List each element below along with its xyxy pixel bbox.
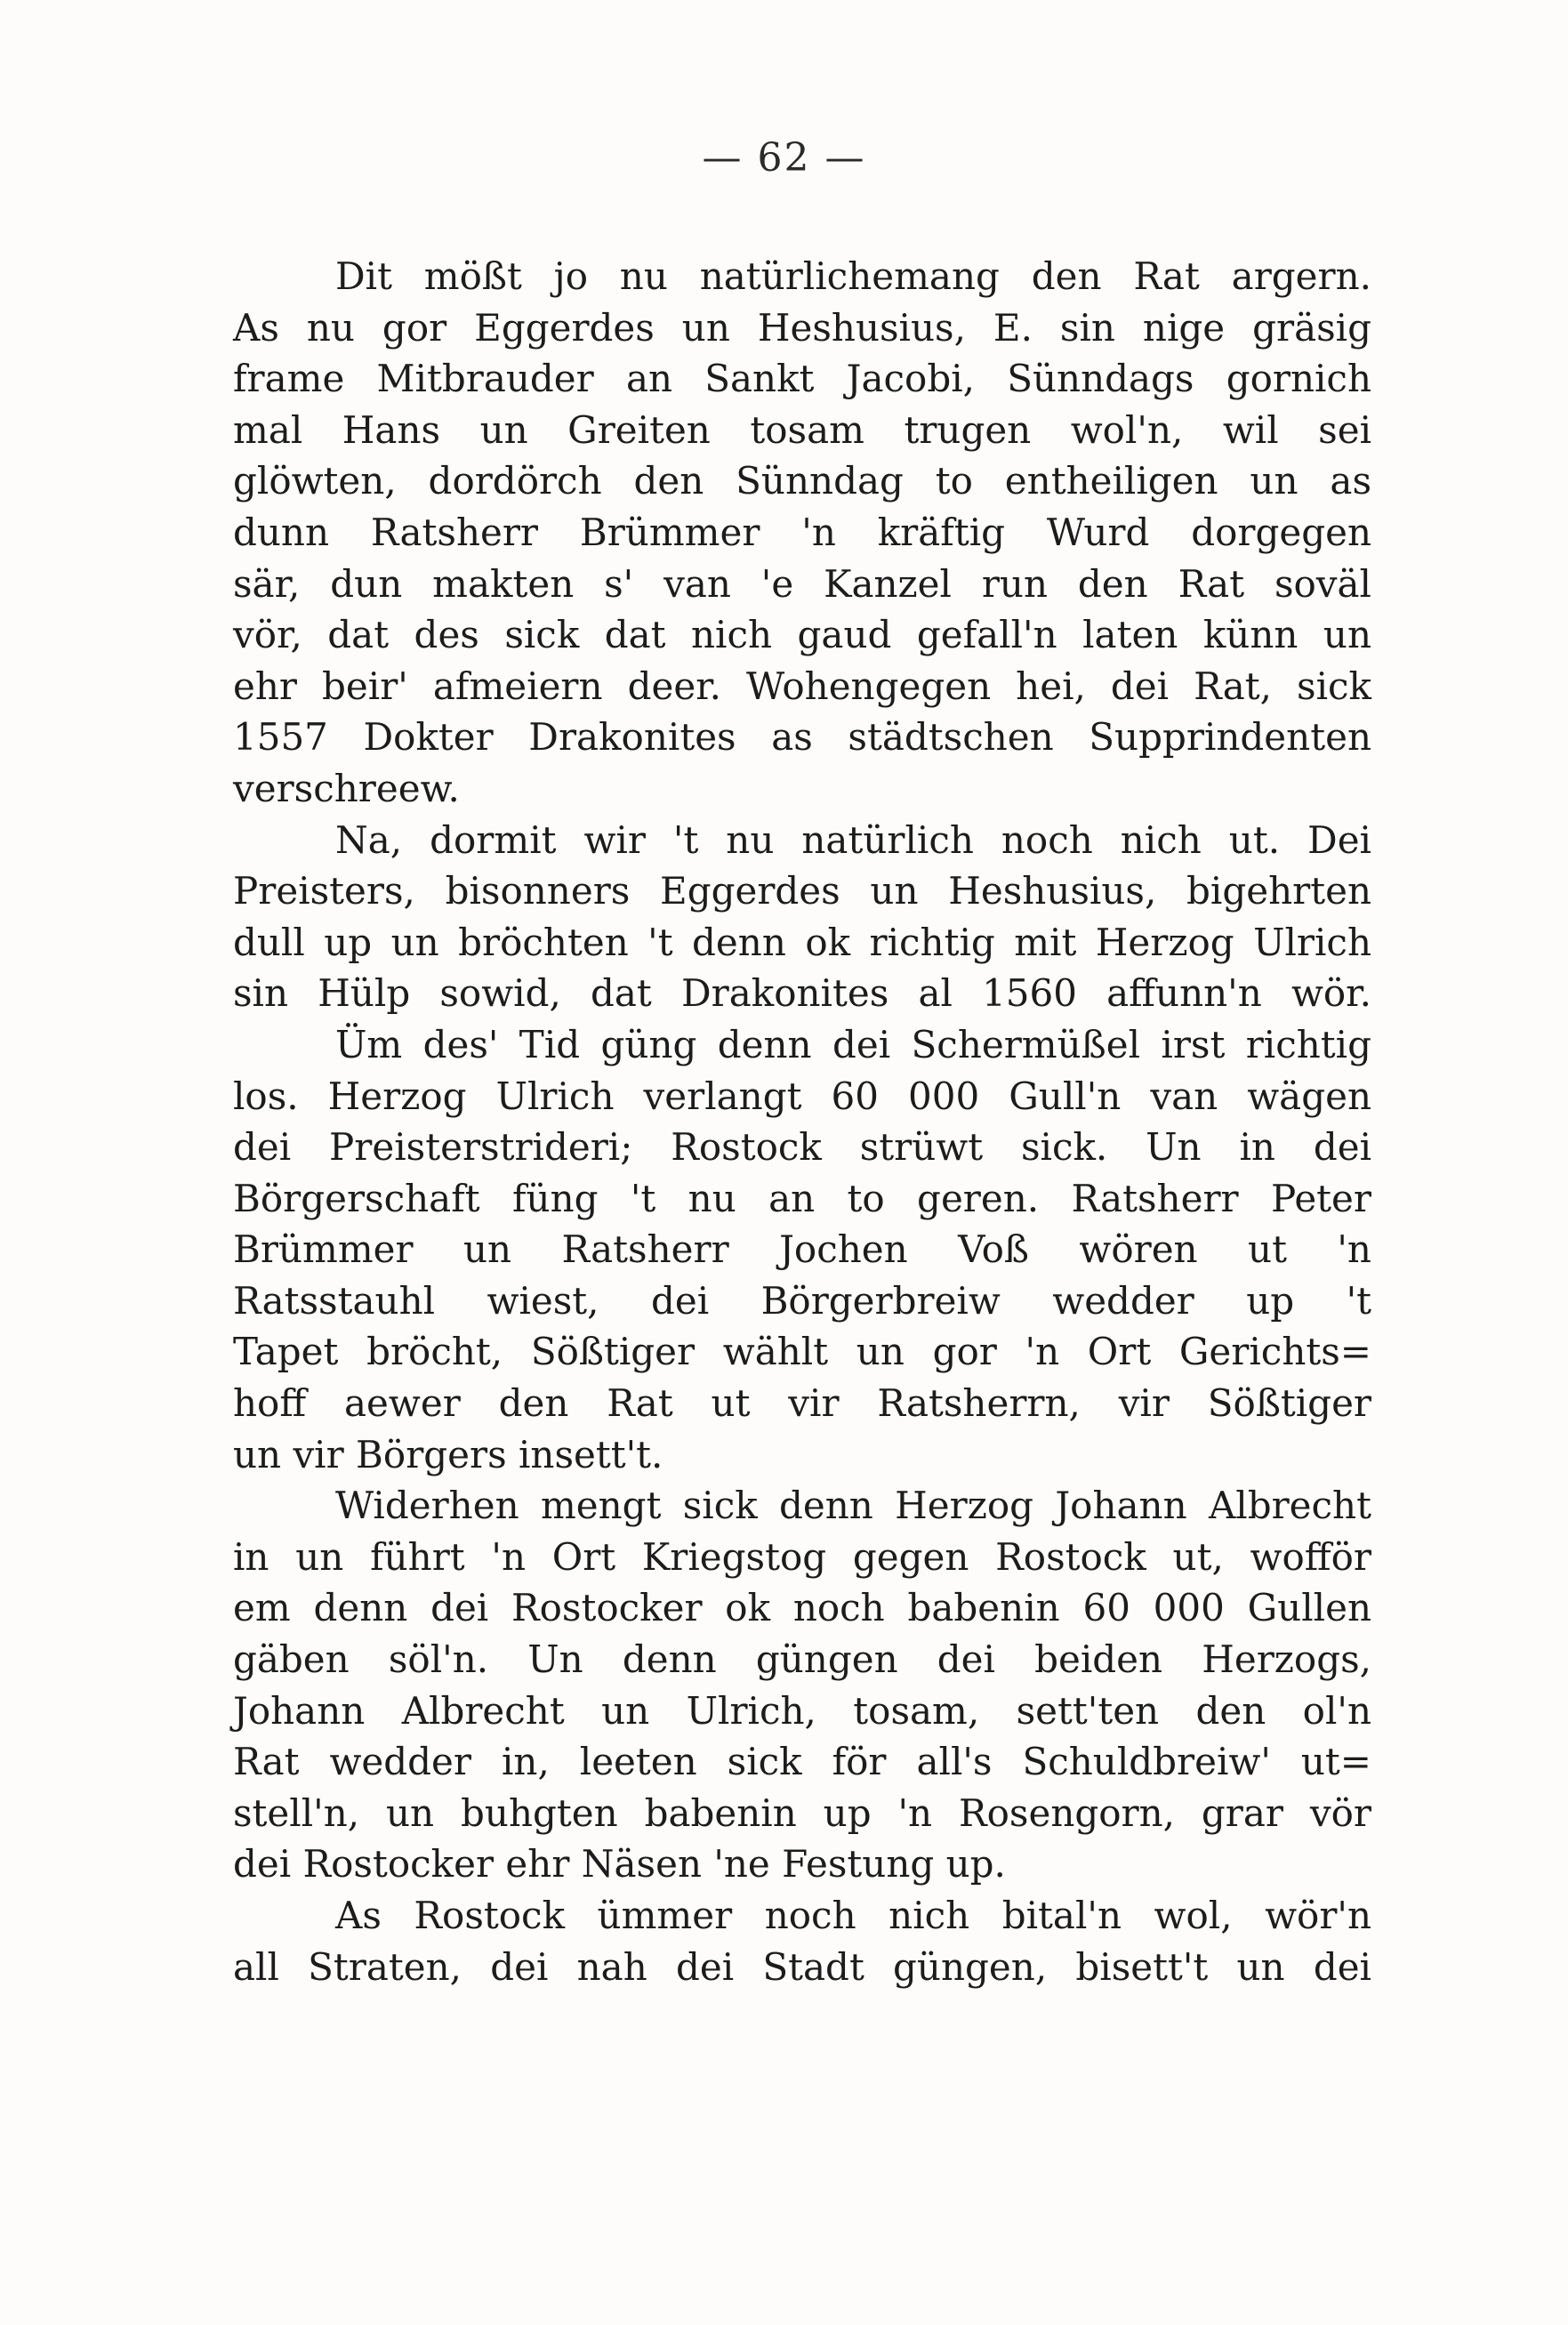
text-line: stell'n, un buhgten babenin up 'n Rosengorn, grar vör	[233, 1790, 1371, 1835]
text-line: As Rostock ümmer noch nich bital'n wol, wör'n	[335, 1894, 1371, 1937]
text-line: verschreew.	[233, 766, 460, 810]
text-line: gäben söl'n. Un denn güngen dei beiden Herzogs,	[233, 1637, 1371, 1682]
text-line: Brümmer un Ratsherr Jochen Voß wören ut 'n	[233, 1227, 1371, 1272]
text-line: Dit mößt jo nu natürlichemang den Rat argern.	[335, 254, 1371, 298]
text-line: Preisters, bisonners Eggerdes un Heshusius, bigehrten	[233, 869, 1371, 913]
text-line: Johann Albrecht un Ulrich, tosam, sett'ten den ol'n	[233, 1688, 1371, 1733]
text-line: Widerhen mengt sick denn Herzog Johann Albrecht	[335, 1484, 1371, 1528]
text-line: dei Preisterstrideri; Rostock strüwt sick. Un in dei	[233, 1125, 1371, 1170]
text-line: glöwten, dordörch den Sünndag to entheiligen un as	[233, 459, 1371, 503]
text-line: hoff aewer den Rat ut vir Ratsherrn, vir Sößtiger	[233, 1381, 1371, 1426]
text-line: Üm des' Tid güng denn dei Schermüßel irst richtig	[335, 1022, 1371, 1066]
text-line: all Straten, dei nah dei Stadt güngen, bisett't un dei	[233, 1944, 1371, 1989]
text-line: Börgerschaft füng 't nu an to geren. Ratsherr Peter	[233, 1176, 1371, 1220]
page-number: — 62 —	[702, 135, 866, 181]
text-line: sin Hülp sowid, dat Drakonites al 1560 affunn'n wör.	[233, 971, 1371, 1016]
text-line: dei Rostocker ehr Näsen 'ne Festung up.	[233, 1842, 1006, 1887]
text-line: mal Hans un Greiten tosam trugen wol'n, wil sei	[233, 407, 1371, 452]
text-line: frame Mitbrauder an Sankt Jacobi, Sünndags gornich	[233, 357, 1371, 401]
text-line: dull up un bröchten 't denn ok richtig mit Herzog Ulrich	[233, 920, 1371, 964]
body-text	[233, 251, 1371, 1992]
text-line: 1557 Dokter Drakonites as städtschen Supprindenten	[233, 715, 1371, 760]
text-line: Na, dormit wir 't nu natürlich noch nich ut. Dei	[335, 817, 1371, 862]
text-line: sär, dun makten s' van 'e Kanzel run den Rat soväl	[233, 561, 1371, 606]
text-line: dunn Ratsherr Brümmer 'n kräftig Wurd dorgegen	[233, 510, 1371, 554]
text-line: in un führt 'n Ort Kriegstog gegen Rostock ut, wofför	[233, 1534, 1371, 1579]
text-line: Rat wedder in, leeten sick för all's Schuldbreiw' ut=	[233, 1740, 1371, 1784]
text-line: Ratsstauhl wiest, dei Börgerbreiw wedder up 't	[233, 1278, 1371, 1323]
text-line: As nu gor Eggerdes un Heshusius, E. sin nige gräsig	[233, 305, 1371, 350]
text-line: ehr beir' afmeiern deer. Wohengegen hei, dei Rat, sick	[233, 664, 1371, 708]
text-line: un vir Börgers insett't.	[233, 1432, 663, 1476]
text-line: vör, dat des sick dat nich gaud gefall'n laten künn un	[233, 613, 1371, 657]
text-line: Tapet bröcht, Sößtiger wählt un gor 'n Ort Gerichts=	[233, 1330, 1371, 1374]
text-line: em denn dei Rostocker ok noch babenin 60 000 Gullen	[233, 1586, 1371, 1630]
text-line: los. Herzog Ulrich verlangt 60 000 Gull'n van wägen	[233, 1074, 1371, 1118]
